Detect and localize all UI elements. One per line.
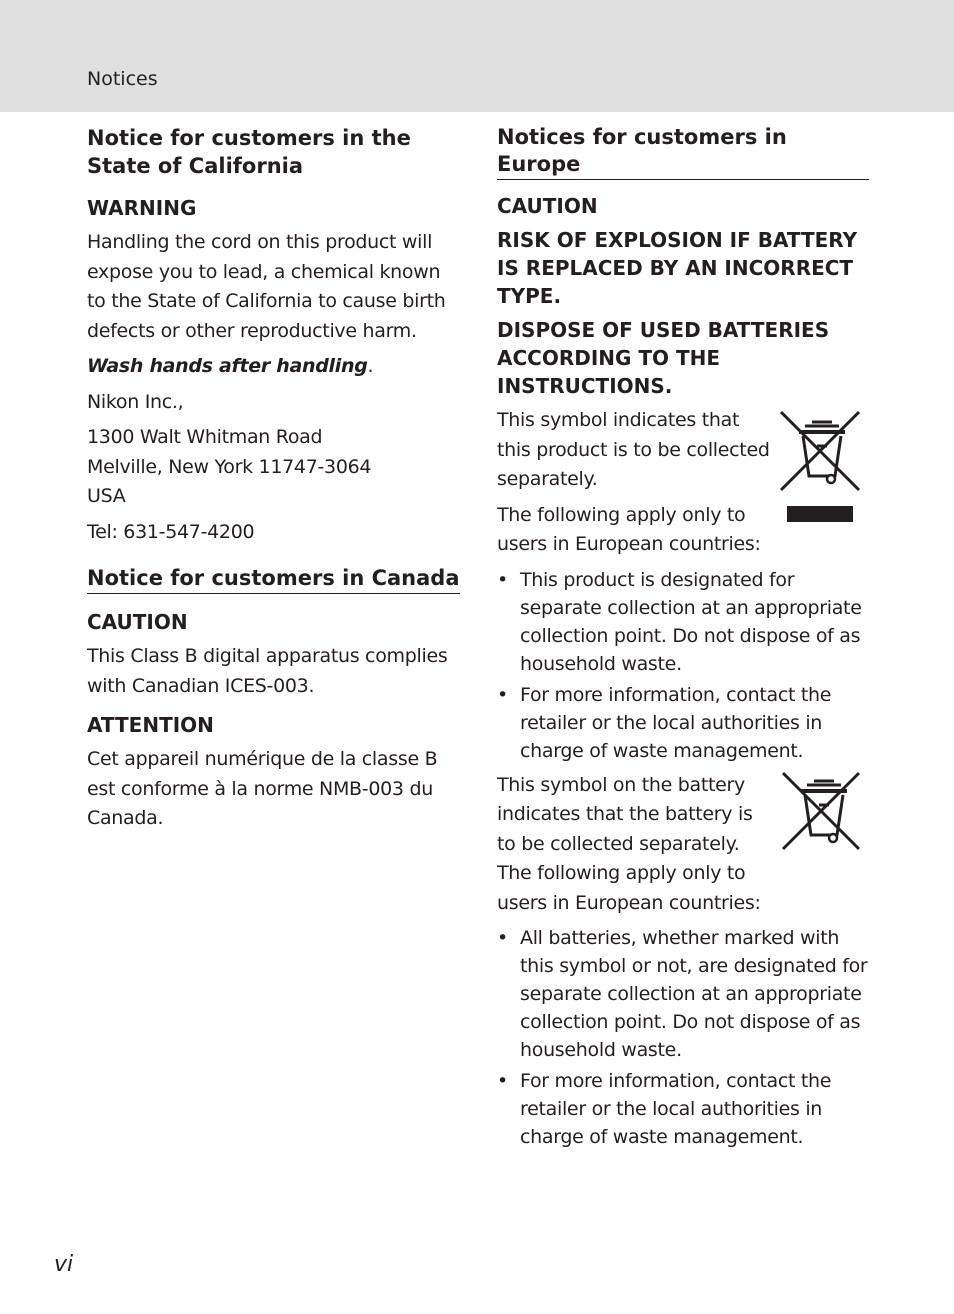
europe-caution-label: CAUTION [497,194,598,218]
address-line-3: USA [87,485,126,507]
right-column [497,124,869,1157]
address-line-1: 1300 Walt Whitman Road [87,426,323,448]
battery-bullet-list [497,924,869,1151]
page-number: vi [54,1252,74,1277]
attention-label: ATTENTION [87,713,214,737]
battery-symbol-text: This symbol on the battery indicates that the battery is to be collected separately. [497,773,753,855]
list-item: • This product is designated for separate collection at an appropriate collection point. Do not dispose of as household waste. [497,566,869,678]
risk-of-explosion-text: RISK OF EXPLOSION IF BATTERY IS REPLACED BY AN INCORRECT TYPE. [497,228,858,308]
crossed-out-wheelie-bin-with-bar-icon [779,410,865,526]
list-item: • For more information, contact the retailer or the local authorities in charge of waste management. [497,1067,869,1151]
company-name: Nikon Inc., [87,390,184,413]
address-line-2: Melville, New York 11747-3064 [87,455,372,478]
warning-label: WARNING [87,196,197,220]
attention-text: Cet appareil numérique de la classe B est conforme à la norme NMB-003 du Canada. [87,748,438,829]
battery-symbol-block [497,771,869,919]
wash-hands-text: Wash hands after handling [87,355,368,377]
canada-heading: Notice for customers in Canada [87,565,460,594]
product-apply-text: The following apply only to users in European countries: [497,503,761,555]
wash-hands-period: . [367,355,374,377]
wash-hands-line [87,352,462,382]
warning-text: Handling the cord on this product will expose you to lead, a chemical known to the State of California to cause birth defects or other reproductive harm. [87,231,446,342]
telephone: Tel: 631-547-4200 [87,520,255,543]
crossed-out-wheelie-bin-icon [781,769,865,857]
header-band [0,0,954,112]
canada-caution-text: This Class B digital apparatus complies with Canadian ICES-003. [87,645,448,697]
europe-heading: Notices for customers in Europe [497,124,869,180]
california-heading: Notice for customers in the State of California [87,126,411,178]
canada-caution-label: CAUTION [87,610,188,634]
product-symbol-text: This symbol indicates that this product is to be collected separately. [497,409,770,490]
page-header-title: Notices [87,68,158,90]
california-section [87,124,462,547]
dispose-batteries-text: DISPOSE OF USED BATTERIES ACCORDING TO THE INSTRUCTIONS. [497,318,830,398]
list-item: • For more information, contact the retailer or the local authorities in charge of waste management. [497,681,869,765]
product-symbol-block [497,406,869,560]
product-bullet-list [497,566,869,765]
battery-apply-text: The following apply only to users in European countries: [497,862,761,914]
canada-section [87,565,462,834]
left-column [87,124,462,840]
list-item: • All batteries, whether marked with this symbol or not, are designated for separate collection at an appropriate collection point. Do not dispose of as household waste. [497,924,869,1064]
